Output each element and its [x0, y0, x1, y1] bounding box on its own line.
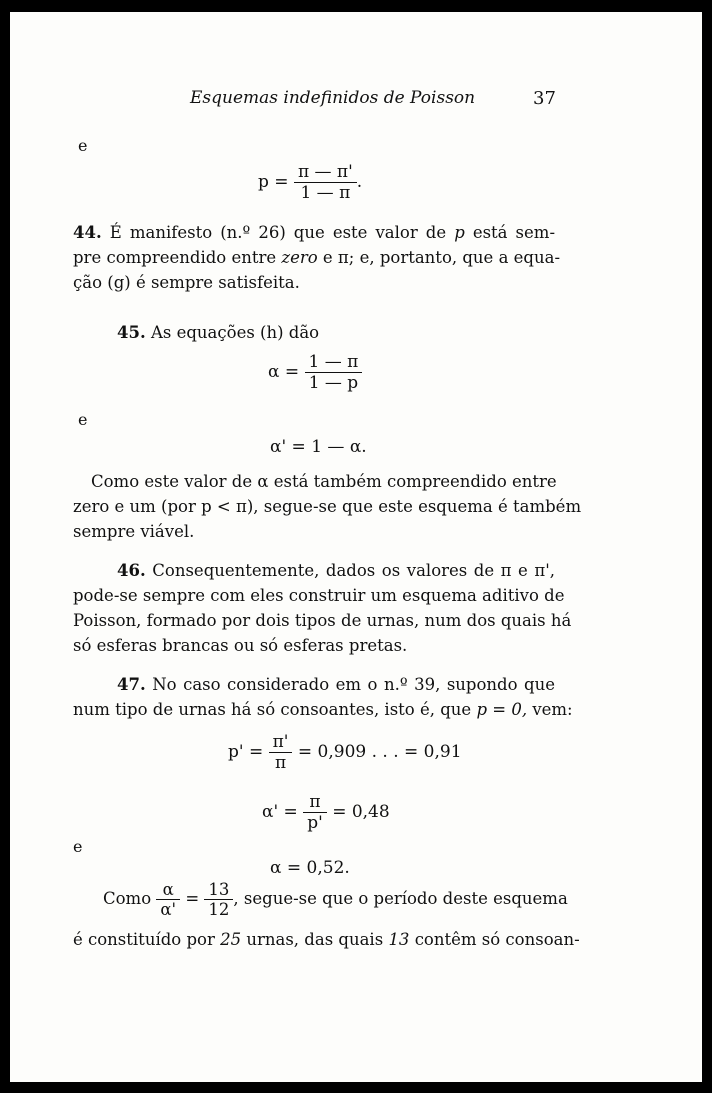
fraction — [269, 732, 293, 773]
text-fragment: É manifesto (n.º 26) que este valor de — [109, 223, 447, 242]
numerator: 13 — [208, 880, 230, 899]
text-fragment: , segue-se que o período deste esquema — [233, 889, 568, 908]
text-fragment: urnas, das quais — [246, 930, 384, 949]
text-fragment: num tipo de urnas há só consoantes, isto é, que — [73, 700, 472, 719]
denominator: p' — [303, 812, 327, 833]
paragraph-44 — [73, 220, 561, 295]
paragraph-line: só esferas brancas ou só esferas pretas. — [73, 636, 408, 655]
denominator: α' — [156, 899, 180, 919]
text-fragment: contêm só consoan- — [414, 930, 580, 949]
paragraph-como — [73, 469, 582, 544]
equals-sign: = — [185, 889, 200, 908]
equation-alpha — [268, 352, 362, 393]
numerator: π — [309, 792, 321, 812]
text-fragment: e π; e, portanto, que a equa- — [322, 248, 561, 267]
final-line-2 — [73, 930, 580, 949]
equation-lhs: p' = — [228, 742, 264, 762]
numerator: 1 — π — [308, 352, 359, 372]
paragraph-47 — [73, 672, 573, 722]
paragraph-line: Como este valor de α está também compreendido entre — [91, 472, 557, 491]
equation-side-e: e — [78, 136, 88, 155]
text-fragment: está sem- — [472, 223, 556, 242]
equation-period: . — [356, 172, 363, 192]
numerator: π' — [272, 732, 289, 752]
numerator: α — [162, 880, 174, 899]
paragraph-line — [73, 558, 555, 583]
fraction — [294, 162, 357, 203]
final-line-1 — [103, 880, 568, 919]
equation-rhs: = 0,48 — [332, 802, 390, 822]
emphasis: zero — [281, 248, 318, 267]
number: 13 — [388, 930, 410, 949]
equation-rhs: = 0,909 . . . = 0,91 — [297, 742, 462, 762]
paragraph-45 — [73, 320, 555, 345]
equation-alpha-value: α = 0,52. — [270, 858, 350, 878]
text-fragment: Como — [103, 889, 152, 908]
running-header-title: Esquemas indefinidos de Poisson — [190, 88, 476, 108]
equation-lhs: p = — [258, 172, 289, 192]
equation-p — [258, 162, 362, 203]
paragraph-46 — [73, 558, 572, 658]
fraction — [156, 880, 180, 919]
denominator: 12 — [204, 899, 233, 919]
numerator: π — π' — [297, 162, 353, 182]
section-number: 45. — [117, 323, 146, 342]
text-fragment: é constituído por — [73, 930, 215, 949]
page-number: 37 — [533, 88, 556, 109]
text-fragment: vem: — [532, 700, 573, 719]
fraction — [305, 352, 363, 393]
section-number: 46. — [117, 561, 146, 580]
denominator: π — [269, 752, 293, 773]
paragraph-line — [73, 320, 555, 345]
book-page — [10, 12, 702, 1082]
denominator: 1 — p — [305, 372, 363, 393]
paragraph-line — [73, 220, 555, 245]
section-number: 47. — [117, 675, 146, 694]
paragraph-line: pode-se sempre com eles construir um esquema aditivo de — [73, 586, 565, 605]
equation-side-e: e — [78, 410, 88, 429]
equation-alpha-prime: α' = 1 — α. — [270, 437, 367, 457]
paragraph-line: zero e um (por p < π), segue-se que este esquema é também — [73, 497, 582, 516]
paragraph-line: Poisson, formado por dois tipos de urnas, num dos quais há — [73, 611, 572, 630]
paragraph-line — [73, 697, 573, 722]
paragraph-line — [73, 672, 555, 697]
text-fragment: pre compreendido entre — [73, 248, 277, 267]
section-number: 44. — [73, 223, 102, 242]
text-fragment: As equações (h) dão — [150, 323, 320, 342]
inline-equation: p = 0, — [476, 700, 528, 719]
equation-lhs: α' = — [262, 802, 298, 822]
text-fragment: No caso considerado em o n.º 39, supondo que — [152, 675, 555, 694]
number: 25 — [220, 930, 242, 949]
denominator: 1 — π — [294, 182, 357, 203]
fraction — [204, 880, 233, 919]
equation-lhs: α = — [268, 362, 300, 382]
equation-alpha-prime-value — [262, 792, 390, 833]
fraction — [303, 792, 327, 833]
variable: p — [454, 223, 465, 242]
paragraph-line — [73, 245, 561, 270]
paragraph-line: ção (g) é sempre satisfeita. — [73, 273, 300, 292]
equation-side-e: e — [73, 837, 83, 856]
text-fragment: Consequentemente, dados os valores de π e π', — [152, 561, 555, 580]
equation-p-prime — [228, 732, 462, 773]
paragraph-line: sempre viável. — [73, 522, 195, 541]
